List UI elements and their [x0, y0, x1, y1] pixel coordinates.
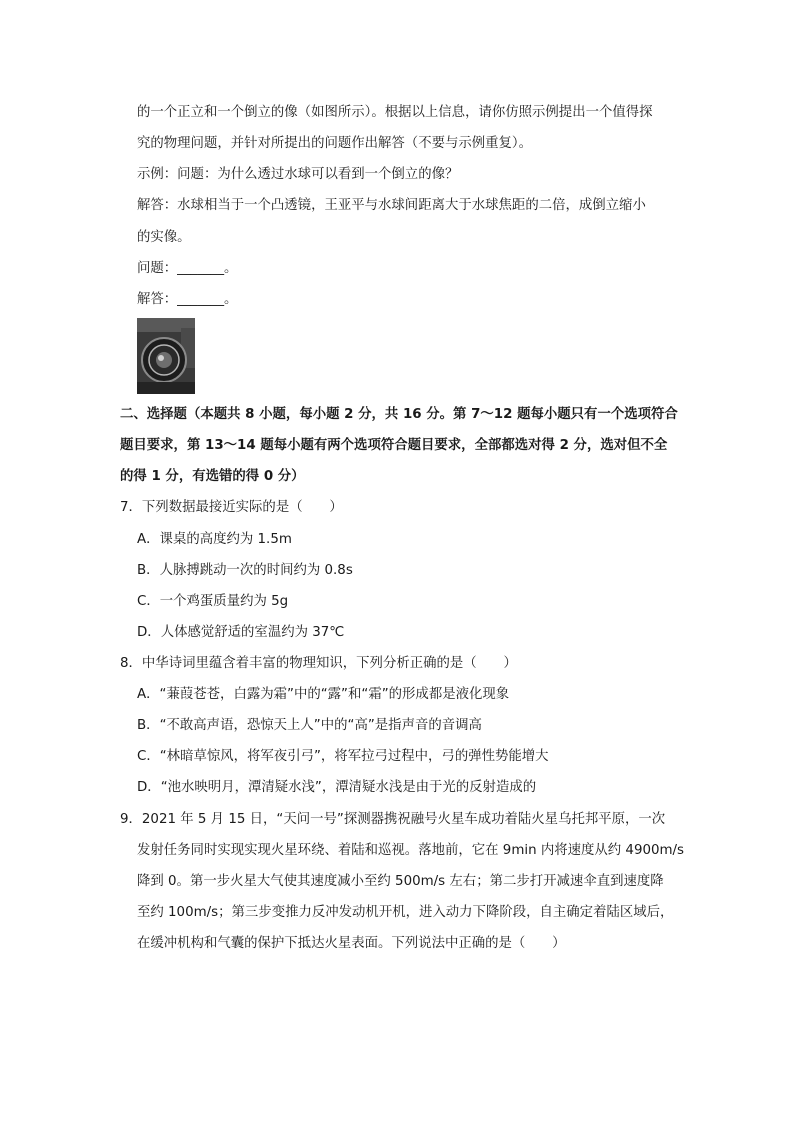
example-question: 示例：问题：为什么透过水球可以看到一个倒立的像？ — [137, 167, 459, 182]
intro-line-1: 的一个正立和一个倒立的像（如图所示）。根据以上信息，请你仿照示例提出一个值得探 — [137, 105, 653, 120]
section-heading-line-1: 二、选择题（本题共 8 小题，每小题 2 分，共 16 分。第 7～12 题每小题只有一个选项符合 — [120, 407, 678, 422]
example-answer-line-2: 的实像。 — [137, 230, 191, 245]
q7-option-b: B．人脉搏跳动一次的时间约为 0.8s — [137, 563, 353, 578]
q9-line-5: 在缓冲机构和气囊的保护下抵达火星表面。下列说法中正确的是（ ） — [137, 936, 566, 951]
section-heading-line-3: 的得 1 分，有选错的得 0 分） — [120, 469, 305, 484]
q7-option-d: D．人体感觉舒适的室温约为 37℃ — [137, 625, 345, 640]
q9-line-4: 至约 100m/s；第三步变推力反冲发动机开机，进入动力下降阶段，自主确定着陆区域后， — [137, 905, 674, 920]
q9-line-2: 发射任务同时实现实现火星环绕、着陆和巡视。落地前，它在 9min 内将速度从约 4900m/s — [137, 843, 685, 858]
example-answer-line-1: 解答：水球相当于一个凸透镜，王亚平与水球间距离大于水球焦距的二倍，成倒立缩小 — [137, 198, 646, 213]
question-blank: 问题：_______。 — [137, 261, 238, 276]
answer-blank: 解答：_______。 — [137, 292, 238, 307]
q8-option-b: B．“不敢高声语，恐惊天上人”中的“高”是指声音的音调高 — [137, 718, 482, 733]
section-heading-line-2: 题目要求，第 13～14 题每小题有两个选项符合题目要求，全部都选对得 2 分，选对但不全 — [120, 438, 668, 453]
q8-option-d: D．“池水映明月，潭清疑水浅”，潭清疑水浅是由于光的反射造成的 — [137, 780, 537, 795]
q8-option-c: C．“林暗草惊风，将军夜引弓”，将军拉弓过程中，弓的弹性势能增大 — [137, 749, 549, 764]
q9-line-1: 9．2021 年 5 月 15 日，“天问一号”探测器携祝融号火星车成功着陆火星乌托邦平原，一次 — [120, 812, 666, 827]
water-ball-photo — [137, 318, 195, 394]
q8-stem: 8．中华诗词里蕴含着丰富的物理知识，下列分析正确的是（ ） — [120, 656, 517, 671]
q7-option-a: A．课桌的高度约为 1.5m — [137, 532, 292, 547]
intro-line-2: 究的物理问题，并针对所提出的问题作出解答（不要与示例重复）。 — [137, 136, 533, 151]
q7-stem: 7．下列数据最接近实际的是（ ） — [120, 500, 343, 515]
q7-option-c: C．一个鸡蛋质量约为 5g — [137, 594, 289, 609]
q8-option-a: A．“蒹葭苍苍，白露为霜”中的“露”和“霜”的形成都是液化现象 — [137, 687, 510, 702]
q9-line-3: 降到 0。第一步火星大气使其速度减小至约 500m/s 左右；第二步打开减速伞直到速度降 — [137, 874, 664, 889]
